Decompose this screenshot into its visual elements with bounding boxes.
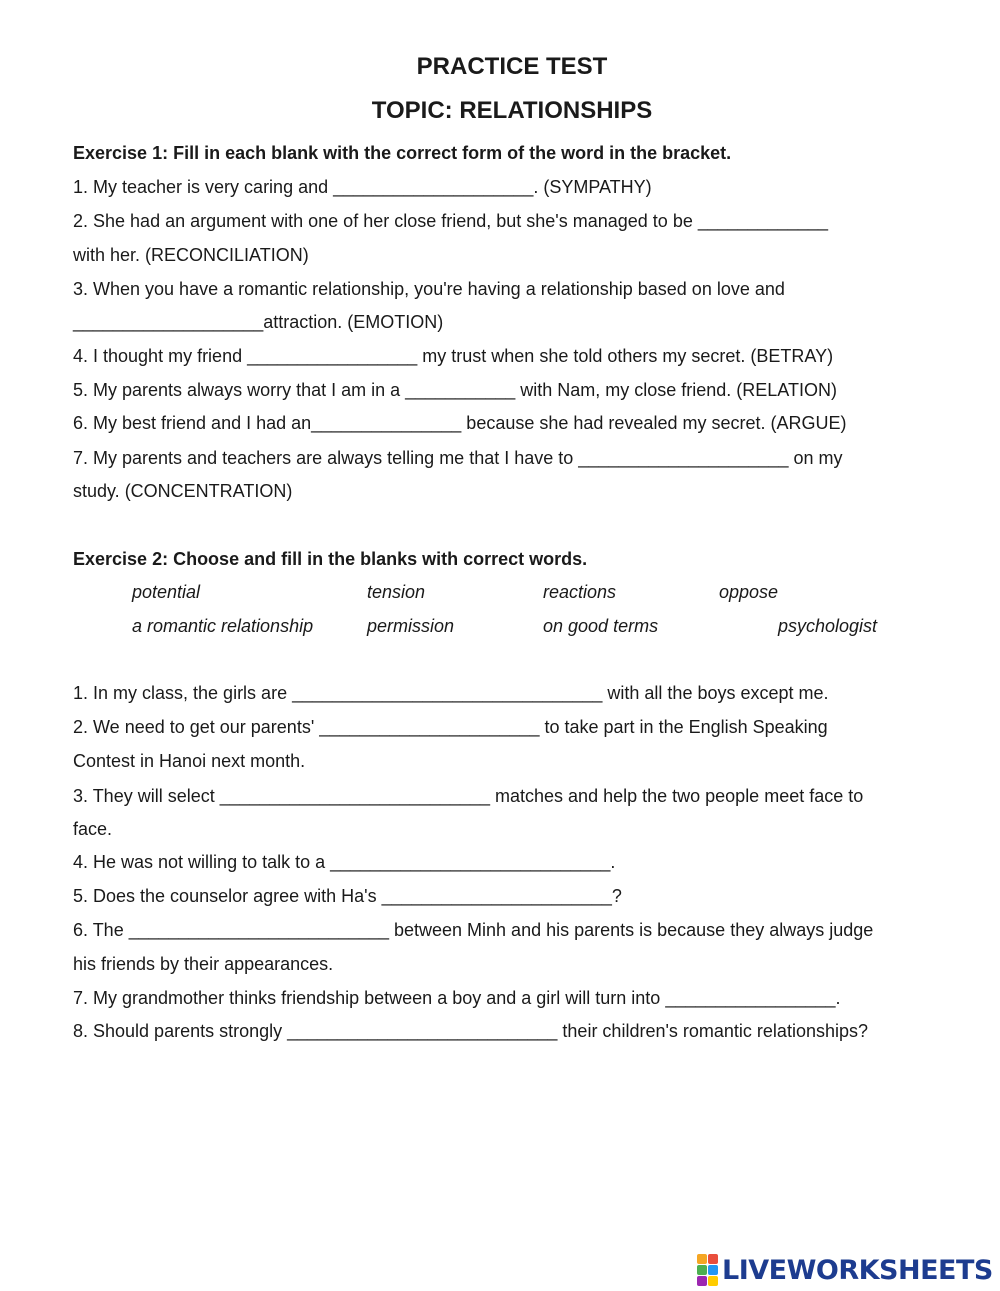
exercise2-line: 1. In my class, the girls are _______________________________ with all the boys except me. xyxy=(73,683,829,703)
exercise2-line: 4. He was not willing to talk to a ____________________________. xyxy=(73,852,616,872)
exercise2-line: 7. My grandmother thinks friendship between a boy and a girl will turn into _________________. xyxy=(73,988,841,1008)
logo-block xyxy=(708,1254,718,1264)
exercise2-heading: Exercise 2: Choose and fill in the blanks with correct words. xyxy=(73,549,588,569)
word-bank-item: on good terms xyxy=(543,616,659,636)
exercise2-line: 6. The __________________________ between Minh and his parents is because they always judge xyxy=(73,920,874,940)
exercise1-line: ___________________attraction. (EMOTION) xyxy=(73,312,444,332)
exercise1-line: 3. When you have a romantic relationship, you're having a relationship based on love and xyxy=(73,279,785,299)
exercise2-line: 3. They will select ___________________________ matches and help the two people meet face to xyxy=(73,786,864,806)
exercise2-line: face. xyxy=(73,819,113,839)
exercise1-line: 1. My teacher is very caring and ____________________. (SYMPATHY) xyxy=(73,177,652,197)
exercise2-line: 8. Should parents strongly ___________________________ their children's romantic relationships? xyxy=(73,1021,868,1041)
logo-block xyxy=(697,1265,707,1275)
logo-blocks-icon xyxy=(697,1254,718,1286)
word-bank-item: psychologist xyxy=(778,616,878,636)
word-bank-item: permission xyxy=(367,616,455,636)
exercise1-line: 7. My parents and teachers are always telling me that I have to _____________________ on my xyxy=(73,448,843,468)
exercise2-line: his friends by their appearances. xyxy=(73,954,334,974)
exercise1-line: 6. My best friend and I had an_______________ because she had revealed my secret. (ARGUE) xyxy=(73,413,847,433)
word-bank-item: reactions xyxy=(543,582,617,602)
logo-block xyxy=(697,1254,707,1264)
word-bank-item: a romantic relationship xyxy=(132,616,314,636)
exercise1-line: with her. (RECONCILIATION) xyxy=(73,245,309,265)
word-bank-item: tension xyxy=(367,582,426,602)
exercise1-line: 4. I thought my friend _________________ my trust when she told others my secret. (BETRAY) xyxy=(73,346,834,366)
exercise1-line: 5. My parents always worry that I am in a ___________ with Nam, my close friend. (RELATION) xyxy=(73,380,837,400)
exercise2-line: 5. Does the counselor agree with Ha's _______________________? xyxy=(73,886,622,906)
word-bank-item: potential xyxy=(132,582,201,602)
logo-block xyxy=(708,1276,718,1286)
exercise1-line: 2. She had an argument with one of her close friend, but she's managed to be _____________ xyxy=(73,211,828,231)
logo-text: LIVEWORKSHEETS xyxy=(722,1254,993,1286)
exercise2-line: Contest in Hanoi next month. xyxy=(73,751,306,771)
exercise1-line: study. (CONCENTRATION) xyxy=(73,481,293,501)
liveworksheets-logo xyxy=(697,1254,993,1286)
logo-block xyxy=(708,1265,718,1275)
word-bank-item: oppose xyxy=(719,582,779,602)
page-topic: TOPIC: RELATIONSHIPS xyxy=(371,97,653,124)
page-title: PRACTICE TEST xyxy=(416,53,608,80)
logo-block xyxy=(697,1276,707,1286)
exercise2-line: 2. We need to get our parents' ______________________ to take part in the English Speaking xyxy=(73,717,828,737)
exercise1-heading: Exercise 1: Fill in each blank with the correct form of the word in the bracket. xyxy=(73,143,732,163)
